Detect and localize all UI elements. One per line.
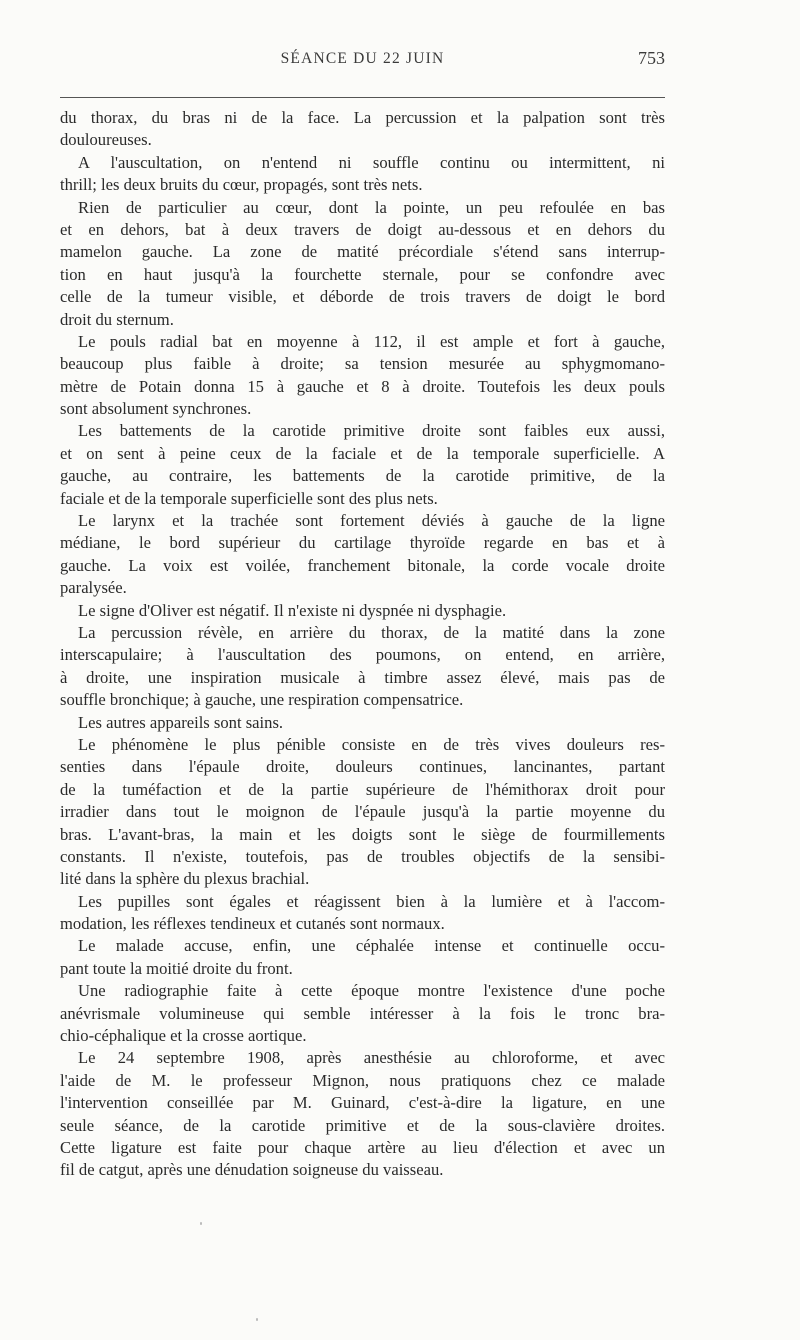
header-rule — [60, 97, 665, 98]
text-line: l'aide de M. le professeur Mignon, nous pratiquons chez ce malade — [60, 1070, 665, 1090]
text-line: Le malade accuse, enfin, une céphalée intense et continuelle occu- — [78, 936, 665, 956]
text-line: Cette ligature est faite pour chaque artère au lieu d'élection et avec un — [60, 1137, 665, 1157]
text-line: Le 24 septembre 1908, après anesthésie au chloroforme, et avec — [78, 1048, 665, 1068]
paper-speck — [256, 1318, 258, 1321]
text-line: paralysée. — [60, 578, 127, 598]
text-line: modation, les réflexes tendineux et cutanés sont normaux. — [60, 914, 445, 934]
text-line: l'intervention conseillée par M. Guinard, c'est-à-dire la ligature, en une — [60, 1093, 665, 1113]
text-line: Le larynx et la trachée sont fortement déviés à gauche de la ligne — [78, 511, 665, 531]
text-line: souffle bronchique; à gauche, une respiration compensatrice. — [60, 690, 464, 710]
text-line: de la tuméfaction et de la partie supérieure de l'hémithorax droit pour — [60, 779, 665, 799]
text-line: gauche. La voix est voilée, franchement bitonale, la corde vocale droite — [60, 555, 665, 575]
text-line: senties dans l'épaule droite, douleurs continues, lancinantes, partant — [60, 757, 665, 777]
paper-speck — [200, 1222, 202, 1225]
text-line: fil de catgut, après une dénudation soigneuse du vaisseau. — [60, 1160, 444, 1180]
text-line: La percussion révèle, en arrière du thorax, de la matité dans la zone — [78, 622, 665, 642]
text-line: chio-céphalique et la crosse aortique. — [60, 1026, 307, 1046]
text-line: constants. Il n'existe, toutefois, pas de troubles objectifs de la sensibi- — [60, 846, 665, 866]
text-line: anévrismale volumineuse qui semble intéresser à la fois le tronc bra- — [60, 1003, 665, 1023]
text-line: gauche, au contraire, les battements de la carotide primitive, de la — [60, 466, 665, 486]
text-line: et en dehors, bat à deux travers de doigt au-dessous et en dehors du — [60, 219, 665, 239]
text-line: médiane, le bord supérieur du cartilage thyroïde regarde en bas et à — [60, 533, 665, 553]
text-line: Les pupilles sont égales et réagissent bien à la lumière et à l'accom- — [78, 891, 665, 911]
text-line: sont absolument synchrones. — [60, 399, 252, 419]
page-number: 753 — [638, 48, 665, 68]
text-line: à droite, une inspiration musicale à timbre assez élevé, mais pas de — [60, 667, 665, 687]
text-line: interscapulaire; à l'auscultation des poumons, on entend, en arrière, — [60, 645, 665, 665]
text-line: thrill; les deux bruits du cœur, propagés, sont très nets. — [60, 175, 423, 195]
page-header — [60, 50, 665, 78]
text-line: A l'auscultation, on n'entend ni souffle continu ou intermittent, ni — [78, 152, 665, 172]
text-line: pant toute la moitié droite du front. — [60, 958, 293, 978]
text-line: Le phénomène le plus pénible consiste en de très vives douleurs res- — [78, 734, 665, 754]
text-line: Le pouls radial bat en moyenne à 112, il est ample et fort à gauche, — [78, 331, 665, 351]
running-head: SÉANCE DU 22 JUIN — [280, 50, 445, 67]
text-line: Une radiographie faite à cette époque montre l'existence d'une poche — [78, 981, 665, 1001]
text-line: celle de la tumeur visible, et déborde de trois travers de doigt le bord — [60, 287, 665, 307]
text-line: faciale et de la temporale superficielle sont des plus nets. — [60, 488, 438, 508]
text-line: mamelon gauche. La zone de matité précordiale s'étend sans interrup- — [60, 242, 665, 262]
text-line: mètre de Potain donna 15 à gauche et 8 à droite. Toutefois les deux pouls — [60, 376, 665, 396]
text-line: Les autres appareils sont sains. — [78, 712, 284, 732]
text-line: droit du sternum. — [60, 309, 174, 329]
text-line: du thorax, du bras ni de la face. La percussion et la palpation sont très — [60, 108, 665, 127]
text-line: lité dans la sphère du plexus brachial. — [60, 869, 310, 889]
text-line: et on sent à peine ceux de la faciale et de la temporale superficielle. A — [60, 443, 665, 463]
text-line: Rien de particulier au cœur, dont la pointe, un peu refoulée en bas — [78, 197, 665, 217]
text-line: Le signe d'Oliver est négatif. Il n'existe ni dyspnée ni dysphagie. — [78, 600, 507, 620]
body-text — [60, 107, 665, 1182]
text-line: douloureuses. — [60, 130, 152, 150]
text-line: bras. L'avant-bras, la main et les doigts sont le siège de fourmillements — [60, 824, 665, 844]
text-line: tion en haut jusqu'à la fourchette sternale, pour se confondre avec — [60, 264, 665, 284]
text-line: seule séance, de la carotide primitive et de la sous-clavière droites. — [60, 1115, 665, 1135]
text-line: Les battements de la carotide primitive droite sont faibles eux aussi, — [78, 421, 665, 441]
text-line: beaucoup plus faible à droite; sa tension mesurée au sphygmomano- — [60, 354, 665, 374]
text-line: irradier dans tout le moignon de l'épaule jusqu'à la partie moyenne du — [60, 802, 665, 822]
